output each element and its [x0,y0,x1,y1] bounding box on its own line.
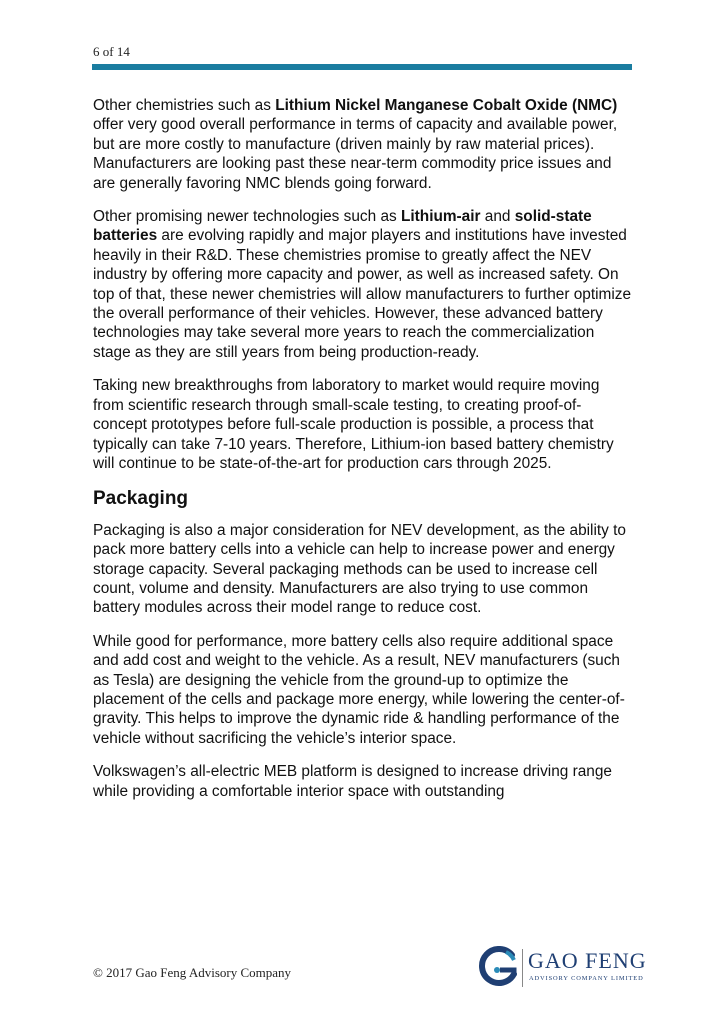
paragraph-breakthroughs: Taking new breakthroughs from laboratory to market would require moving from scientific research through small-scale testing, to creating proof-of-concept prototypes before full-scale production is possible, a process that typically can take 7-10 years. Therefore, Lithium-ion based battery chemistry will continue to be state-of-the-art for production cars through 2025. [93,377,614,472]
document-body [93,96,633,815]
text-run: are evolving rapidly and major players and institutions have invested heavily in their R&D. These chemistries promise to greatly affect the NEV industry by offering more capacity and power, as well as increased safety. On top of that, these newer chemistries will allow manufacturers to further optimize the overall performance of their vehicles. However, these advanced battery technologies may take several more years to reach the commercialization stage as they are still years from being production-ready. [93,227,632,361]
paragraph-performance: While good for performance, more battery cells also require additional space and add cost and weight to the vehicle. As a result, NEV manufacturers (such as Tesla) are designing the vehicle from the ground-up to optimize the placement of the cells and package more energy, while lowering the center-of-gravity. This helps to improve the dynamic ride & handling performance of the vehicle without sacrificing the vehicle’s interior space. [93,632,625,747]
logo-company-subtitle: ADVISORY COMPANY LIMITED [529,975,644,982]
header-rule [92,64,632,70]
logo-g-icon [476,946,520,990]
paragraph-volkswagen: Volkswagen’s all-electric MEB platform is designed to increase driving range while providing a comfortable interior space with outstanding [93,763,612,800]
bold-term-solid-state: solid-state batteries [93,208,592,245]
text-run: and [480,208,515,226]
logo-company-name: GAO FENG [528,948,647,973]
logo-divider [522,949,523,987]
paragraph-packaging: Packaging is also a major consideration for NEV development, as the ability to pack more battery cells into a vehicle can help to increase power and energy storage capacity. Several packaging methods can be used to increase cell count, volume and density. Manufacturers are also trying to use common battery modules across their model range to reduce cost. [93,521,626,617]
company-logo [476,946,656,996]
paragraph-nmc [93,96,633,193]
footer-copyright: © 2017 Gao Feng Advisory Company [93,965,292,980]
text-run: Other chemistries such as [93,97,276,114]
text-run: offer very good overall performance in terms of capacity and available power, but are more costly to manufacture (driven mainly by raw material prices). Manufacturers are looking past these near-term commodity price issues and are generally favoring NMC blends going forward. [93,116,618,192]
bold-term-nmc: Lithium Nickel Manganese Cobalt Oxide (NMC) [275,97,618,114]
paragraph-new-technologies [93,207,633,362]
section-heading-packaging: Packaging [93,488,189,510]
bold-term-lithium-air: Lithium-air [400,208,481,226]
text-run: Other promising newer technologies such as [93,208,401,226]
page-number: 6 of 14 [93,44,130,59]
